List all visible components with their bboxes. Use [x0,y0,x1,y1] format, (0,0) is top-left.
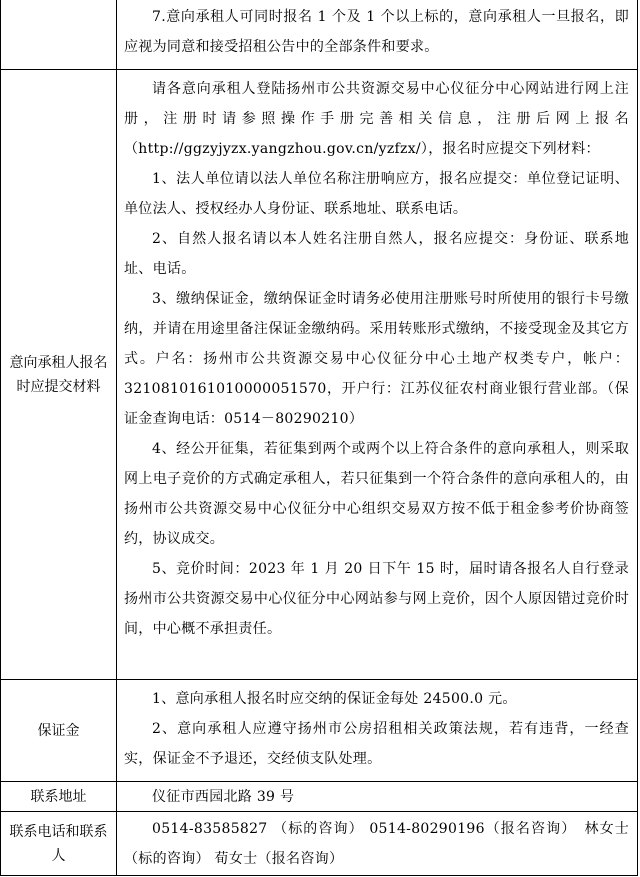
paragraph-deposit-payment: 3、缴纳保证金，缴纳保证金时请务必使用注册账号时所使用的银行卡号缴纳，并请在用途里备注保证金缴纳码。采用转账形式缴纳，不接受现金及其它方式。户名：扬州市公共资源交易中心仪征分中心土地产权类专户，帐户：3210810161010000051570，开户行：江苏仪征农村商业银行营业部。（保证金查询电话：0514－80290210） [124,291,629,427]
paragraph-registration: 请各意向承租人登陆扬州市公共资源交易中心仪征分中心网站进行网上注册，注册时请参照操作手册完善相关信息，注册后网上报名（http://ggzyjyzx.yangzhou.gov.cn/yzfzx/），报名时应提交下列材料： [124,81,629,157]
row-content [118,812,637,875]
paragraph-bidding-time: 5、竞价时间：2023 年 1 月 20 日下午 15 时，届时请各报名人自行登录扬州市公共资源交易中心仪征分中心网站参与网上竞价，因个人原因错过竞价时间，中心概不承担责任。 [124,561,629,637]
row-label-contact: 联系电话和联系人 [1,812,117,875]
paragraph: 7.意向承租人可同时报名 1 个及 1 个以上标的，意向承租人一旦报名，即应视为同意和接受招租公告中的全部条件和要求。 [124,9,629,55]
row-content [118,70,637,679]
table-row-address [0,782,638,812]
paragraph-legal-person: 1、法人单位请以法人单位名称注册响应方，报名应提交：单位登记证明、单位法人、授权经办人身份证、联系地址、联系电话。 [124,171,629,217]
table-row-clause-7 [0,0,638,70]
contact-value: 0514-83585827 （标的咨询） 0514-80290196（报名咨询） 林女士（标的咨询） 荀女士（报名咨询） [124,821,629,867]
table-row-application-materials [0,70,638,680]
row-label-address: 联系地址 [1,782,117,811]
row-content [118,680,637,781]
row-content [118,782,637,811]
row-label-empty [1,0,117,69]
paragraph-deposit-amount: 1、意向承租人报名时应交纳的保证金每处 24500.0 元。 [152,691,517,707]
address-value: 仪征市西园北路 39 号 [152,789,295,805]
table-row-contact [0,812,638,876]
row-label-deposit: 保证金 [1,680,117,781]
row-label-application-materials: 意向承租人报名时应提交材料 [1,70,117,679]
paragraph-natural-person: 2、自然人报名请以本人姓名注册自然人，报名应提交：身份证、联系地址、电话。 [124,231,629,277]
paragraph-deposit-rules: 2、意向承租人应遵守扬州市公房招租相关政策法规，若有违背，一经查实，保证金不予退还，交经侦支队处理。 [124,721,629,767]
paragraph-bidding-method: 4、经公开征集，若征集到两个或两个以上符合条件的意向承租人，则采取网上电子竞价的方式确定承租人，若只征集到一个符合条件的意向承租人的，由扬州市公共资源交易中心仪征分中心组织交易双方按不低于租金参考价协商签约，协议成交。 [124,441,629,547]
table-row-deposit [0,680,638,782]
row-content [118,0,637,69]
